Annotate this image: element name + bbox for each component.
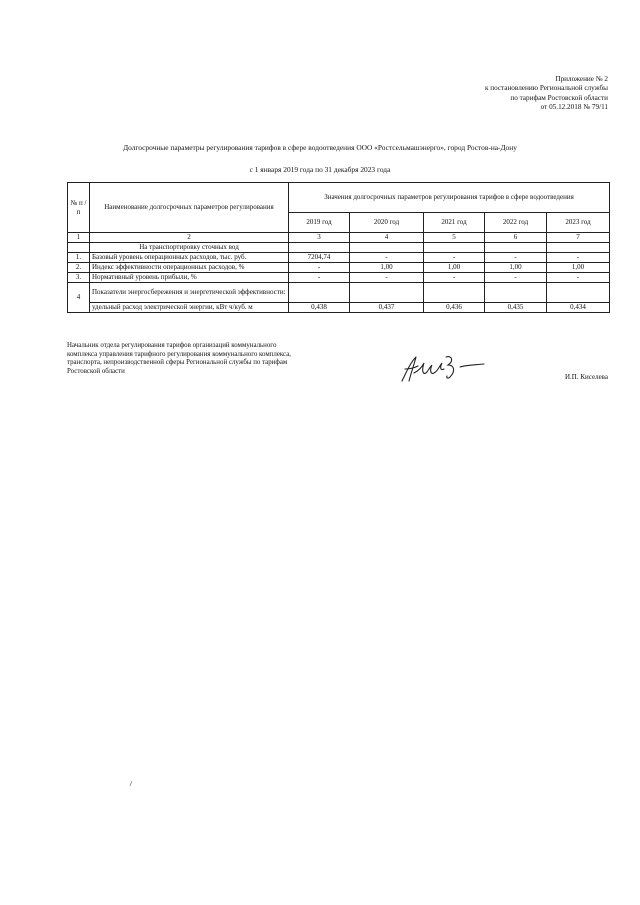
appendix-line-3: по тарифам Ростовской области: [510, 93, 608, 102]
signatory-position: [67, 342, 291, 376]
table-row: [68, 303, 610, 313]
period-line: с 1 января 2019 года по 31 декабря 2023 года: [249, 165, 391, 174]
footer-line-1: Начальник отдела регулирования тарифов организаций коммунального: [67, 342, 277, 349]
section-title: На транспортировку сточных вод: [90, 243, 289, 253]
row-name: Базовый уровень операционных расходов, тыс. руб.: [90, 253, 289, 263]
row-name: Нормативный уровень прибыли, %: [90, 273, 289, 283]
row-value: -: [485, 273, 547, 283]
document-title: Долгосрочные параметры регулирования тарифов в сфере водоотведения ООО «Ростсельмашэнерго», город Ростов-на-Дону: [123, 143, 517, 152]
table-row: [68, 263, 610, 273]
row-value: 1,00: [350, 263, 424, 273]
row-value: -: [547, 253, 610, 263]
row-num: 4: [68, 283, 90, 313]
footer-line-3: транспорта, непроизводственной сферы Региональной службы по тарифам: [67, 359, 288, 367]
appendix-line-4: от 05.12.2018 № 79/11: [540, 103, 608, 112]
row-value: 1,00: [424, 263, 485, 273]
table-row: [68, 273, 610, 283]
row-value: -: [350, 273, 424, 283]
table-row: [68, 283, 610, 303]
row-value: -: [485, 253, 547, 263]
index-cell: 2: [90, 233, 289, 243]
header-year: 2021 год: [424, 213, 485, 233]
row-num: 1.: [68, 253, 90, 263]
row-value: -: [424, 273, 485, 283]
row-name: Показатели энергосбережения и энергетической эффективности:: [90, 283, 289, 303]
table-row-section: [68, 243, 610, 253]
row-value: 0,438: [289, 303, 350, 313]
header-num: № п /п: [68, 183, 90, 233]
index-cell: 4: [350, 233, 424, 243]
row-value: -: [547, 273, 610, 283]
row-value: -: [289, 273, 350, 283]
signer-name: И.П. Киселева: [565, 373, 608, 381]
parameters-table: [67, 182, 610, 313]
index-cell: 1: [68, 233, 90, 243]
row-value: 0,435: [485, 303, 547, 313]
row-num: 2.: [68, 263, 90, 273]
row-value: -: [424, 253, 485, 263]
row-name: Индекс эффективности операционных расходов, %: [90, 263, 289, 273]
footer-line-2: комплекса управления тарифного регулирования коммунального комплекса,: [67, 350, 291, 358]
header-values: Значения долгосрочных параметров регулирования тарифов в сфере водоотведения: [289, 183, 610, 213]
header-name: Наименование долгосрочных параметров регулирования: [90, 183, 289, 233]
footer-line-4: Ростовской области: [67, 367, 125, 375]
row-num: 3.: [68, 273, 90, 283]
header-year: 2019 год: [289, 213, 350, 233]
index-cell: 3: [289, 233, 350, 243]
appendix-line-1: Приложение № 2: [555, 75, 608, 83]
row-value: 1,00: [485, 263, 547, 273]
handwritten-signature: [396, 351, 488, 385]
stray-mark: [129, 779, 135, 787]
row-value: 0,434: [547, 303, 610, 313]
appendix-line-2: к постановлению Региональной службы: [484, 84, 608, 93]
table-row: [68, 253, 610, 263]
row-value: -: [289, 263, 350, 273]
index-cell: 6: [485, 233, 547, 243]
header-year: 2020 год: [350, 213, 424, 233]
row-value: -: [350, 253, 424, 263]
header-year: 2022 год: [485, 213, 547, 233]
row-value: 1,00: [547, 263, 610, 273]
index-cell: 7: [547, 233, 610, 243]
appendix-header: [485, 75, 608, 113]
header-year: 2023 год: [547, 213, 610, 233]
table-row-index: [68, 233, 610, 243]
row-name: удельный расход электрической энергии, кВт ч/куб. м: [90, 303, 289, 313]
row-value: 0,437: [350, 303, 424, 313]
row-value: 7204,74: [289, 253, 350, 263]
index-cell: 5: [424, 233, 485, 243]
row-value: 0,436: [424, 303, 485, 313]
